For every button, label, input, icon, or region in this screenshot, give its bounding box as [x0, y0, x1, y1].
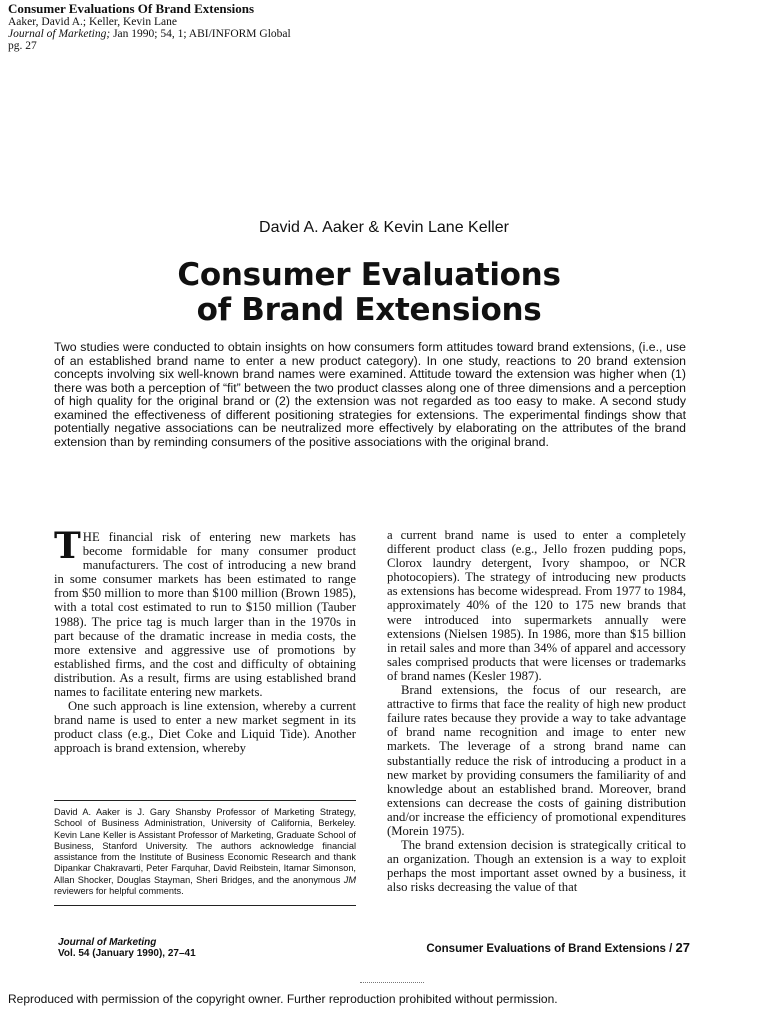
- citation-source: [8, 28, 408, 40]
- body-paragraph-1-text: HE financial risk of entering new markets has become formidable for many consumer product manufacturers. The cost of introducing a new brand in some consumer markets has been estimated to range from $50 million to more than $100 million (Brown 1985), with a total cost estimated to run to $150 million (Tauber 1988). The price tag is much larger than in the 1970s in part because of the dramatic increase in media costs, the more extensive and aggressive use of promotions by established firms, and the cost and difficulty of obtaining distribution. As a result, firms are using established brand names to facilitate entering new markets.: [54, 530, 356, 700]
- footnote-text-after: reviewers for helpful comments.: [54, 886, 184, 897]
- article-title-line1: Consumer Evaluations: [177, 257, 561, 293]
- journal-volume: Vol. 54 (January 1990), 27–41: [58, 948, 196, 959]
- citation-page: pg. 27: [8, 40, 37, 52]
- footnote-rule-bottom: [54, 905, 356, 906]
- citation-authors: Aaker, David A.; Keller, Kevin Lane: [8, 16, 177, 28]
- citation-details: Jan 1990; 54, 1; ABI/INFORM Global: [110, 28, 291, 40]
- page-number: 27: [675, 940, 690, 955]
- citation-header: [8, 2, 408, 52]
- journal-name: Journal of Marketing: [58, 937, 157, 948]
- running-head-title: Consumer Evaluations of Brand Extensions /: [426, 943, 676, 955]
- article-title: [0, 258, 738, 328]
- footnote-jm: JM: [343, 874, 356, 885]
- body-paragraph-1: [54, 525, 356, 700]
- footnote-text-before: David A. Aaker is J. Gary Shansby Professor of Marketing Strategy, School of Business Administration, University of California, Berkeley. Kevin Lane Keller is Assistant Professor of Marketing, Graduate School of Business, Stanford University. The authors acknowledge financial assistance from the Institute of Business Economic Research and thank Dipankar Chakravarti, Peter Farquhar, David Reibstein, Itamar Simonson, Allan Shocker, Douglas Stayman, Sheri Bridges, and the anonymous: [54, 807, 356, 885]
- article-title-line2: of Brand Extensions: [196, 292, 542, 328]
- author-footnote: [54, 807, 356, 897]
- body-paragraph-2: One such approach is line extension, whereby a current brand name is used to enter a new market segment in its product class (e.g., Diet Coke and Liquid Tide). Another approach is brand extension, whereby: [54, 699, 356, 756]
- abstract: Two studies were conducted to obtain insights on how consumers form attitudes toward brand extensions, (i.e., use of an established brand name to enter a new product category). In one study, reactions to 20 brand extension concepts involving six well-known brand names were examined. Attitude toward the extension was higher when (1) there was both a perception of “fit” between the two product classes along one of three dimensions and a perception of high quality for the original brand or (2) the extension was not regarded as too easy to make. A second study examined the effectiveness of different positioning strategies for extensions. The experimental findings show that potentially negative associations can be neutralized more effectively by elaborating on the attributes of the brand extension than by reminding consumers of the positive associations with the original brand.: [54, 340, 686, 449]
- body-column-left: [54, 525, 356, 756]
- footnote-rule-top: [54, 800, 356, 801]
- body-paragraph-3: a current brand name is used to enter a completely different product class (e.g., Jello frozen pudding pops, Clorox laundry detergent, Ivory shampoo, or NCR photocopiers). The strategy of introducing new products as extensions has become widespread. From 1977 to 1984, approximately 40% of the 120 to 175 new brands that were introduced into supermarkets annually were extensions (Nielsen 1985). In 1986, more than $15 billion in retail sales and more than 34% of apparel and accessory sales comprised products that were licenses or trademarks of brand names (Kesler 1987).: [387, 528, 686, 683]
- running-head: [386, 940, 690, 955]
- body-column-right: [387, 528, 686, 894]
- article-authors: David A. Aaker & Kevin Lane Keller: [259, 219, 509, 236]
- separator-line: [360, 982, 424, 983]
- permission-notice: Reproduced with permission of the copyright owner. Further reproduction prohibited without permission.: [8, 992, 558, 1006]
- citation-title: Consumer Evaluations Of Brand Extensions: [8, 1, 255, 16]
- journal-footer: [58, 937, 358, 959]
- citation-journal: Journal of Marketing;: [8, 28, 111, 40]
- drop-cap: T: [54, 525, 81, 567]
- body-paragraph-4: Brand extensions, the focus of our research, are attractive to firms that face the reality of high new product failure rates because they provide a way to take advantage of brand name recognition and image to enter new markets. The leverage of a strong brand name can substantially reduce the risk of introducing a product in a new market by providing consumers the familiarity of and knowledge about an established brand. Moreover, brand extensions can decrease the costs of gaining distribution and/or increase the efficiency of promotional expenditures (Morein 1975).: [387, 683, 686, 838]
- body-paragraph-5: The brand extension decision is strategically critical to an organization. Though an extension is a way to exploit perhaps the most important asset owned by a business, it also risks decreasing the value of that: [387, 838, 686, 895]
